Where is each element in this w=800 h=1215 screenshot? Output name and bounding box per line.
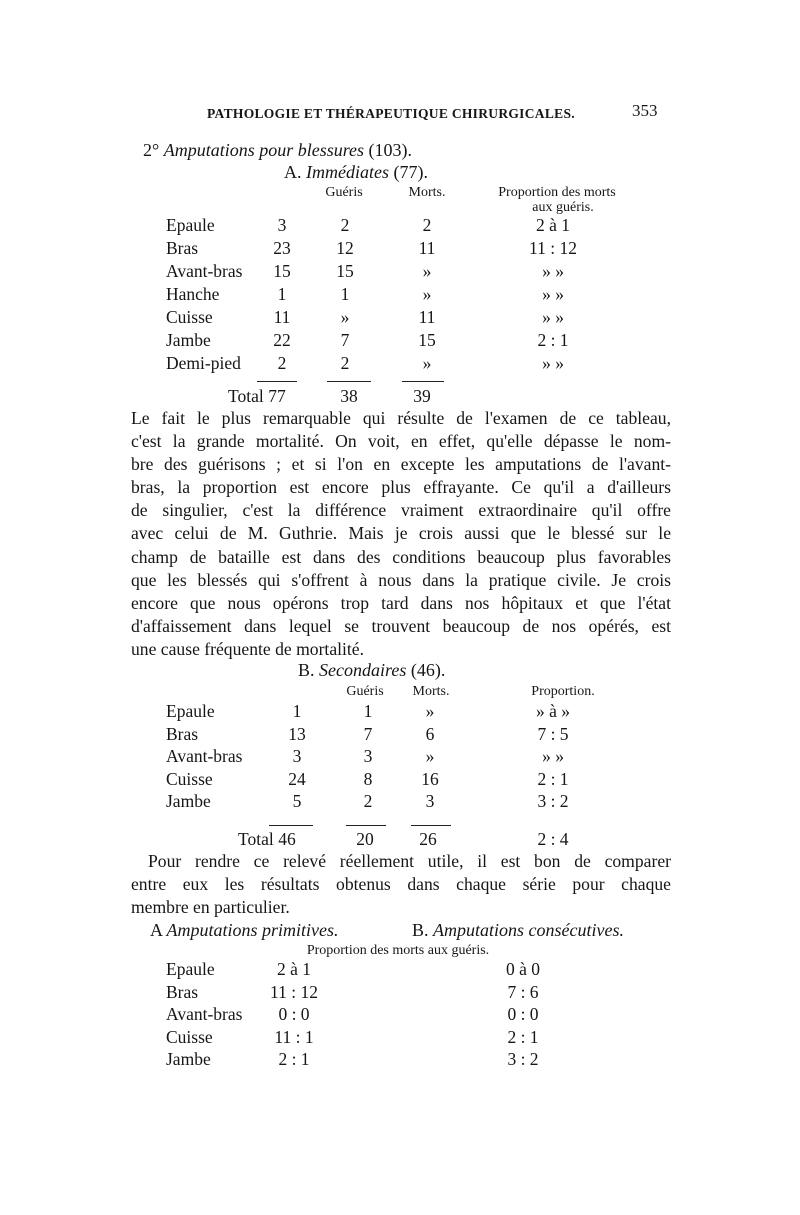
table-c-right-heading bbox=[412, 920, 624, 941]
table-a-row-label: Epaule bbox=[166, 215, 215, 235]
table-c-row-label: Epaule bbox=[166, 959, 215, 979]
table-b-row-gueris: 2 bbox=[363, 791, 373, 811]
table-a-row-gueris: 1 bbox=[340, 284, 350, 304]
table-a-row-gueris: 2 bbox=[340, 215, 350, 235]
table-b-row-proportion: » » bbox=[542, 746, 564, 766]
table-c-left-title: Amputations primitives. bbox=[166, 920, 339, 940]
table-a-rule bbox=[327, 381, 371, 382]
table-b-col-morts: Morts. bbox=[412, 684, 450, 699]
table-b-row-label: Cuisse bbox=[166, 768, 213, 789]
table-b-row-gueris: 1 bbox=[363, 701, 373, 721]
table-c-row-primitive: 0 : 0 bbox=[278, 1004, 310, 1024]
table-a-row-morts: 2 bbox=[422, 215, 432, 235]
table-c-left-heading bbox=[150, 920, 339, 941]
table-c-row-primitive: 11 : 1 bbox=[274, 1026, 314, 1047]
table-a-row-proportion: » » bbox=[542, 353, 564, 373]
table-b-row-total: 24 bbox=[288, 768, 306, 789]
section-heading bbox=[143, 140, 412, 161]
table-a-total-gueris: 38 bbox=[340, 386, 358, 406]
text-line: une cause fréquente de mortalité. bbox=[131, 638, 365, 659]
table-a-row-proportion: » » bbox=[542, 261, 564, 281]
table-a-row-gueris: 2 bbox=[340, 353, 350, 373]
table-a-row-morts: » bbox=[422, 284, 432, 304]
text-line: c'est la grande mortalité. On voit, en effet, qu'elle dépasse le nom- bbox=[131, 431, 671, 452]
table-a-heading bbox=[284, 162, 428, 183]
text-line: avec celui de M. Guthrie. Mais je crois aussi que le blessé sur le bbox=[131, 523, 671, 544]
table-a-row-proportion: 2 à 1 bbox=[535, 215, 571, 235]
table-a-title: Immédiates bbox=[306, 162, 389, 182]
table-a-col-gueris: Guéris bbox=[325, 185, 363, 200]
paragraph-2 bbox=[131, 850, 671, 919]
table-c-row-consecutive: 7 : 6 bbox=[507, 981, 539, 1002]
text-line: encore que nous opérons trop tard dans nos hôpitaux et que l'état bbox=[131, 592, 671, 613]
table-a-row-morts: 11 bbox=[418, 307, 436, 327]
table-c-row-primitive: 2 : 1 bbox=[278, 1049, 310, 1069]
table-b-row-morts: » bbox=[425, 701, 435, 721]
table-a-col-proportion: Proportion des morts bbox=[498, 185, 616, 200]
table-a-row-total: 3 bbox=[277, 215, 287, 235]
table-a-row-total: 15 bbox=[273, 261, 291, 281]
table-b-total-proportion: 2 : 4 bbox=[537, 829, 569, 849]
table-a-row-gueris: 7 bbox=[340, 330, 350, 350]
table-a-row-total: 1 bbox=[277, 284, 287, 304]
table-c-left-letter: A bbox=[150, 920, 163, 940]
text-line: d'affaissement dans lequel se trouvent beaucoup de nos opérés, est bbox=[131, 615, 671, 636]
table-c-row-consecutive: 2 : 1 bbox=[507, 1026, 539, 1047]
table-a-row-morts: » bbox=[422, 261, 432, 281]
table-b-col-proportion: Proportion. bbox=[531, 684, 595, 699]
table-b-total-gueris: 20 bbox=[356, 829, 374, 849]
table-b-row-label: Bras bbox=[166, 723, 199, 744]
table-a-row-total: 2 bbox=[277, 353, 287, 373]
table-b-row-total: 5 bbox=[292, 791, 302, 811]
table-a-col-proportion-2: aux guéris. bbox=[532, 200, 594, 215]
table-a-row-total: 11 bbox=[273, 307, 291, 327]
table-a-row-label: Jambe bbox=[166, 330, 211, 350]
table-a-row-label: Avant-bras bbox=[166, 261, 243, 281]
section-count: (103). bbox=[368, 140, 413, 160]
table-a-letter: A. bbox=[284, 162, 302, 182]
table-c-row-consecutive: 0 : 0 bbox=[507, 1004, 539, 1024]
text-line: champ de bataille est dans des conditions beaucoup plus favorables bbox=[131, 546, 671, 567]
text-line: bras, la proportion est encore plus effrayante. Ce qu'il a d'ailleurs bbox=[131, 477, 671, 498]
table-a-total-label: Total bbox=[228, 386, 264, 406]
text-line: entre eux les résultats obtenus dans chaque série pour chaque bbox=[131, 874, 671, 895]
table-b-rule bbox=[269, 825, 313, 826]
table-a-row-proportion: 2 : 1 bbox=[537, 330, 569, 350]
table-b-row-proportion: 2 : 1 bbox=[537, 768, 569, 789]
paragraph-1 bbox=[131, 407, 671, 661]
table-a-total-morts: 39 bbox=[413, 386, 431, 406]
table-b-count: (46). bbox=[410, 660, 446, 680]
table-b-rule bbox=[346, 825, 386, 826]
table-b-total-label: Total bbox=[238, 829, 274, 849]
table-a-count: (77). bbox=[393, 162, 428, 182]
table-a-row-gueris: 12 bbox=[336, 238, 354, 258]
table-a-rule bbox=[257, 381, 297, 382]
table-a-total: 77 bbox=[268, 386, 286, 406]
table-c-row-consecutive: 0 à 0 bbox=[505, 959, 541, 979]
table-c-row-consecutive: 3 : 2 bbox=[507, 1049, 539, 1069]
table-c-row-label: Bras bbox=[166, 981, 199, 1002]
table-a-row-label: Bras bbox=[166, 238, 199, 258]
table-b-row-morts: 3 bbox=[425, 791, 435, 811]
text-line: de singulier, c'est la différence vraiment extraordinaire qu'il offre bbox=[131, 500, 671, 521]
table-b-row-gueris: 8 bbox=[363, 768, 373, 789]
table-b-row-label: Epaule bbox=[166, 701, 215, 721]
table-b-row-morts: 16 bbox=[421, 768, 439, 789]
table-a-row-gueris: 15 bbox=[336, 261, 354, 281]
table-b-title: Secondaires bbox=[319, 660, 407, 680]
page-number: 353 bbox=[632, 101, 658, 120]
table-a-rule bbox=[402, 381, 444, 382]
table-c-row-label: Cuisse bbox=[166, 1026, 213, 1047]
table-b-row-total: 13 bbox=[288, 723, 306, 744]
table-b-row-label: Avant-bras bbox=[166, 746, 243, 766]
table-b-row-proportion: 7 : 5 bbox=[537, 723, 569, 744]
table-a-row-label: Cuisse bbox=[166, 307, 213, 327]
table-c-subtitle: Proportion des morts aux guéris. bbox=[306, 943, 490, 958]
table-a-row-proportion: » » bbox=[542, 307, 564, 327]
text-line: Pour rendre ce relevé réellement utile, il est bon de comparer bbox=[148, 851, 671, 871]
table-c-row-primitive: 2 à 1 bbox=[276, 959, 312, 979]
table-a-row-morts: 11 bbox=[418, 238, 436, 258]
text-line: que les blessés qui s'offrent à nous dans la pratique civile. Je crois bbox=[131, 569, 671, 590]
table-c-row-label: Avant-bras bbox=[166, 1004, 243, 1024]
table-a-row-label: Demi-pied bbox=[166, 353, 241, 373]
section-title: Amputations pour blessures bbox=[163, 140, 365, 160]
table-b-total-morts: 26 bbox=[419, 829, 437, 849]
table-c-row-primitive: 11 : 12 bbox=[270, 981, 318, 1002]
table-a-row-proportion: » » bbox=[542, 284, 564, 304]
text-line: Le fait le plus remarquable qui résulte de l'examen de ce tableau, bbox=[131, 408, 671, 428]
table-a-row-morts: 15 bbox=[418, 330, 436, 350]
table-a-row-label: Hanche bbox=[166, 284, 220, 304]
table-b-row-morts: 6 bbox=[425, 723, 435, 744]
table-b-row-proportion: 3 : 2 bbox=[537, 791, 569, 811]
table-b-row-morts: » bbox=[425, 746, 435, 766]
table-a-row-gueris: » bbox=[340, 307, 350, 327]
table-b-heading bbox=[298, 660, 445, 681]
table-b-col-gueris: Guéris bbox=[346, 684, 384, 699]
table-b-letter: B. bbox=[298, 660, 315, 680]
running-title: PATHOLOGIE ET THÉRAPEUTIQUE CHIRURGICALES. bbox=[207, 106, 575, 121]
table-b-row-label: Jambe bbox=[166, 791, 211, 811]
text-line: bre des guérisons ; et si l'on en excepte les amputations de l'avant- bbox=[131, 454, 671, 475]
table-b-row-total: 3 bbox=[292, 746, 302, 766]
table-c-row-label: Jambe bbox=[166, 1049, 211, 1069]
table-b-row-gueris: 3 bbox=[363, 746, 373, 766]
table-a-row-total: 23 bbox=[273, 238, 291, 258]
table-a-row-morts: » bbox=[422, 353, 432, 373]
table-c-right-letter: B. bbox=[412, 920, 429, 940]
table-a-row-proportion: 11 : 12 bbox=[529, 238, 577, 258]
table-b-row-gueris: 7 bbox=[363, 723, 373, 744]
text-line: membre en particulier. bbox=[131, 897, 290, 918]
section-number: 2° bbox=[143, 140, 160, 160]
table-b-row-proportion: » à » bbox=[535, 701, 571, 721]
table-b-row-total: 1 bbox=[292, 701, 302, 721]
table-a-row-total: 22 bbox=[273, 330, 291, 350]
table-b-rule bbox=[411, 825, 451, 826]
table-a-col-morts: Morts. bbox=[408, 185, 446, 200]
table-b-total: 46 bbox=[278, 829, 296, 849]
table-c-right-title: Amputations consécutives. bbox=[433, 920, 624, 940]
